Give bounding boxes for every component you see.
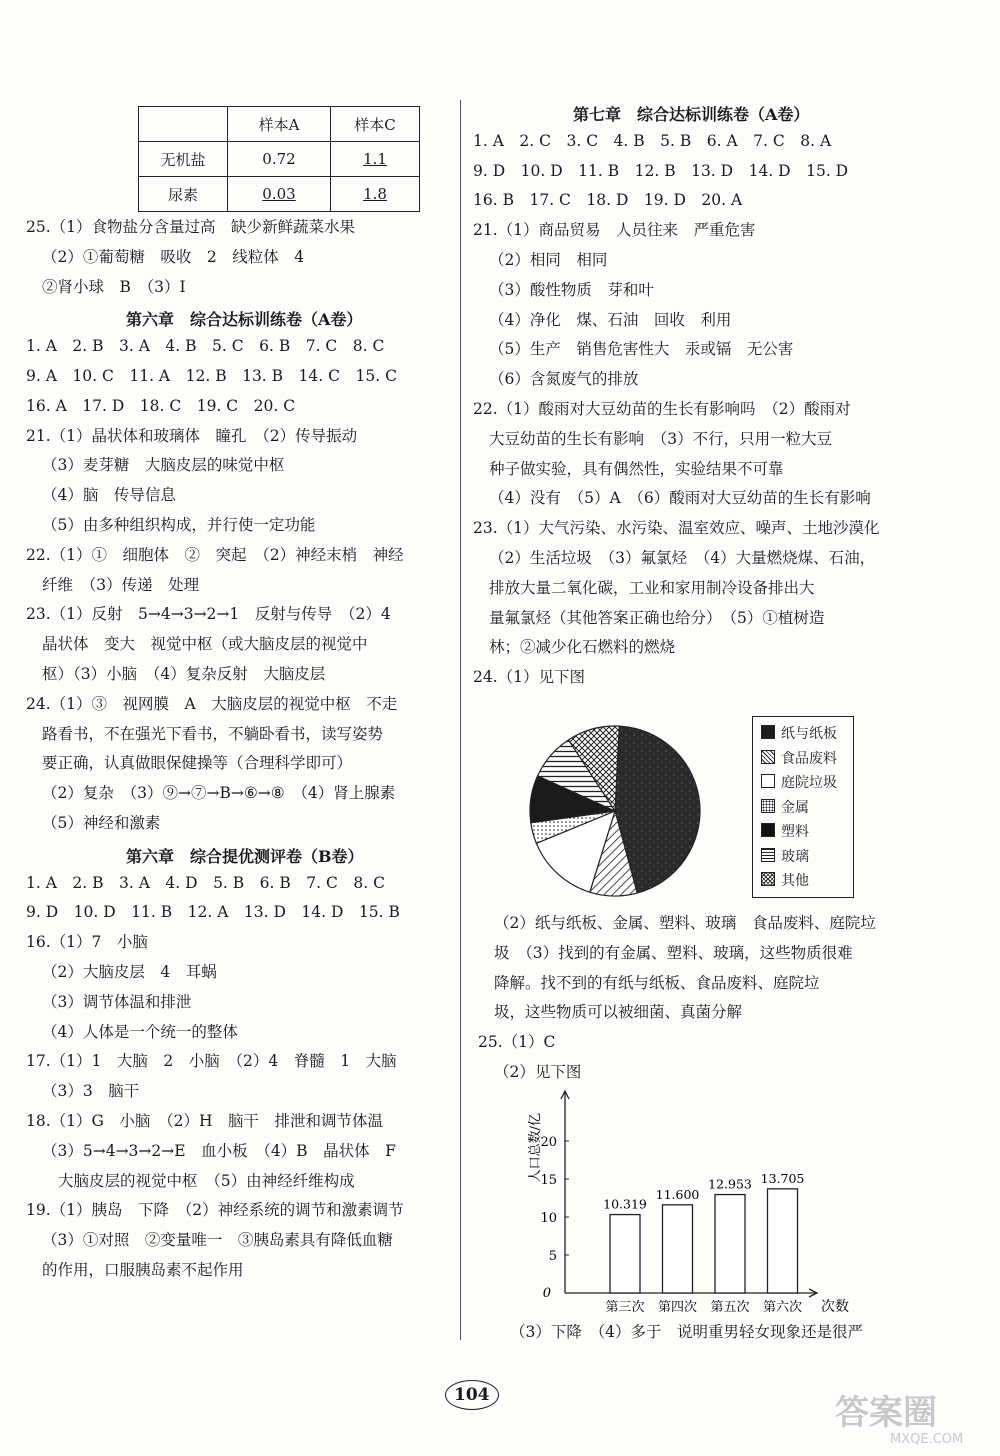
- legend-label: 玻璃: [781, 848, 809, 865]
- answer-line: 1. A 2. B 3. A 4. B 5. C 6. B 7. C 8. C: [26, 337, 385, 356]
- waste-pie-chart: [528, 724, 702, 898]
- legend-swatch-icon: [761, 725, 775, 739]
- answer-line: （4）人体是一个统一的整体: [42, 1022, 238, 1041]
- answer-line: 18.（1）G 小脑 （2）H 脑干 排泄和调节体温: [26, 1112, 384, 1130]
- answer-line: （2）相同 相同: [489, 251, 608, 269]
- legend-label: 金属: [781, 799, 809, 816]
- answer-line: 21.（1）晶状体和玻璃体 瞳孔 （2）传导振动: [26, 426, 358, 445]
- y-axis-label: 人口总数/亿: [528, 1113, 543, 1183]
- section-heading: 第七章 综合达标训练卷（A卷）: [573, 105, 810, 124]
- section-heading: 第六章 综合达标训练卷（A卷）: [126, 310, 363, 330]
- bar-value-label: 13.705: [760, 1170, 805, 1186]
- answer-line: 23.（1）反射 5→4→3→2→1 反射与传导 （2）4: [26, 605, 391, 624]
- answer-line: 圾，这些物质可以被细菌、真菌分解: [494, 1003, 743, 1022]
- legend-label: 其他: [781, 873, 809, 889]
- answer-line: 降解。找不到的有纸与纸板、食品废料、庭院垃: [494, 973, 820, 992]
- answer-line: 21.（1）商品贸易 人员往来 严重危害: [473, 221, 756, 240]
- x-tick-label: 第三次: [605, 1300, 645, 1315]
- answer-line: 排放大量二氧化碳，工业和家用制冷设备排出大: [489, 578, 815, 597]
- table-cell: 1.8: [331, 177, 420, 212]
- x-tick-label: 第五次: [710, 1300, 750, 1315]
- bar: [715, 1195, 745, 1293]
- legend-item: [761, 723, 837, 743]
- section-heading: 第六章 综合提优测评卷（B卷）: [126, 846, 364, 866]
- answer-line: （4）净化 煤、石油 回收 利用: [489, 310, 732, 329]
- page-number: [445, 1380, 499, 1410]
- watermark-url: MXQE.COM: [890, 1432, 964, 1447]
- bar: [663, 1205, 693, 1293]
- answer-line: （3）①对照 ②变量唯一 ③胰岛素具有降低血糖: [42, 1231, 393, 1250]
- legend-item: [761, 821, 809, 841]
- answer-line: 22.（1）① 细胞体 ② 突起 （2）神经末梢 神经: [26, 545, 404, 564]
- watermark-logo: 答案圈: [835, 1393, 937, 1433]
- legend-label: 塑料: [781, 824, 809, 840]
- table-cell: 1.1: [331, 142, 420, 177]
- table-header-c: 样本C: [331, 107, 420, 142]
- answer-line: 16. A 17. D 18. C 19. C 20. C: [26, 396, 296, 415]
- answer-line: 22.（1）酸雨对大豆幼苗的生长有影响吗 （2）酸雨对: [473, 400, 851, 418]
- answer-line: 林；②减少化石燃料的燃烧: [489, 638, 676, 657]
- answer-line: 要正确，认真做眼保健操等（合理科学即可）: [42, 754, 353, 773]
- table-cell: 无机盐: [139, 142, 228, 177]
- answer-line: （5）由多种组织构成，并行使一定功能: [42, 516, 316, 534]
- answer-line: （2）生活垃圾 （3）氟氯烃 （4）大量燃烧煤、石油，: [489, 549, 876, 567]
- population-bar-chart: [488, 1086, 860, 1318]
- answer-line: 19.（1）胰岛 下降 （2）神经系统的调节和激素调节: [26, 1201, 404, 1220]
- answer-line: 枢）（3）小脑 （4）复杂反射 大脑皮层: [42, 665, 326, 683]
- answer-line: 量氟氯烃（其他答案正确也给分） （5）①植树造: [489, 608, 825, 627]
- answer-line: 1. A 2. C 3. C 4. B 5. B 6. A 7. C 8. A: [473, 131, 832, 150]
- legend-swatch-icon: [761, 799, 775, 813]
- answer-line: （6）含氮废气的排放: [489, 370, 639, 389]
- answer-line: 的作用，口服胰岛素不起作用: [42, 1261, 244, 1279]
- table-cell: 0.72: [228, 142, 331, 177]
- answer-line: （2）复杂 （3）⑨→⑦→B→⑥→⑧ （4）肾上腺素: [42, 784, 396, 803]
- answer-line: （3）调节体温和排泄: [42, 992, 192, 1011]
- y-tick-label: 15: [540, 1173, 557, 1188]
- answer-line: 9. A 10. C 11. A 12. B 13. B 14. C 15. C: [26, 367, 397, 385]
- x-tick-label: 第四次: [657, 1300, 698, 1315]
- answer-line: 16.（1）7 小脑: [26, 933, 148, 952]
- table-cell: 0.03: [228, 177, 331, 212]
- x-tick-label: 第六次: [762, 1300, 803, 1315]
- legend-item: [761, 748, 837, 768]
- sample-table: [138, 106, 420, 212]
- answer-line: 大脑皮层的视觉中枢 （5）由神经纤维构成: [58, 1171, 355, 1190]
- bar-value-label: 11.600: [655, 1186, 700, 1202]
- bar-value-label: 10.319: [603, 1196, 647, 1212]
- answer-line: 晶状体 变大 视觉中枢（或大脑皮层的视觉中: [42, 635, 368, 654]
- answer-line: 23.（1）大气污染、水污染、温室效应、噪声、土地沙漠化: [473, 519, 880, 538]
- answer-line: 25.（1）C: [478, 1033, 556, 1052]
- answer-line: 圾 （3）找到的有金属、塑料、玻璃，这些物质很难: [494, 943, 853, 962]
- page-number-text: 104: [445, 1380, 499, 1410]
- answer-line: （3）3 脑干: [42, 1082, 140, 1101]
- legend-swatch-icon: [761, 750, 775, 764]
- answer-line: ②肾小球 B （3）Ⅰ: [42, 277, 186, 296]
- answer-line: （5）神经和激素: [42, 814, 161, 832]
- legend-label: 庭院垃圾: [781, 775, 837, 791]
- answer-line: （2）纸与纸板、金属、塑料、玻璃 食品废料、庭院垃: [494, 914, 876, 932]
- answer-line: 24.（1）见下图: [473, 668, 586, 687]
- answer-line: （3）下降 （4）多于 说明重男轻女现象还是很严: [510, 1323, 863, 1341]
- answer-line: 大豆幼苗的生长有影响 （3）不行，只用一粒大豆: [489, 429, 833, 448]
- answer-line: （2）大脑皮层 4 耳蜗: [42, 963, 217, 981]
- answer-line: 9. D 10. D 11. B 12. A 13. D 14. D 15. B: [26, 903, 400, 922]
- answer-line: （3）5→4→3→2→E 血小板 （4）B 晶状体 F: [42, 1141, 396, 1160]
- answer-line: （4）脑 传导信息: [42, 486, 176, 505]
- pie-legend: [752, 716, 854, 898]
- answer-line: 纤维 （3）传递 处理: [42, 575, 200, 594]
- y-tick-label: 5: [548, 1249, 557, 1264]
- answer-line: 24.（1）③ 视网膜 A 大脑皮层的视觉中枢 不走: [26, 694, 398, 713]
- column-divider: [460, 100, 461, 1340]
- answer-line: 17.（1）1 大脑 2 小脑 （2）4 脊髓 1 大脑: [26, 1052, 397, 1071]
- legend-swatch-icon: [761, 872, 775, 886]
- legend-item: [761, 846, 809, 866]
- legend-label: 纸与纸板: [781, 726, 837, 742]
- bar: [768, 1189, 798, 1293]
- answer-line: （2）见下图: [494, 1063, 582, 1081]
- legend-swatch-icon: [761, 848, 775, 862]
- answer-line: 16. B 17. C 18. D 19. D 20. A: [473, 191, 743, 210]
- table-cell: [139, 107, 228, 142]
- legend-item: [761, 772, 837, 792]
- legend-swatch-icon: [761, 823, 775, 837]
- table-cell: 尿素: [139, 177, 228, 212]
- answer-line: 种子做实验，具有偶然性，实验结果不可靠: [489, 459, 784, 478]
- legend-item: [761, 797, 809, 817]
- y-tick-label: 10: [540, 1211, 557, 1226]
- answer-line: 25.（1）食物盐分含量过高 缺少新鲜蔬菜水果: [26, 218, 356, 236]
- legend-swatch-icon: [761, 774, 775, 788]
- table-header-a: 样本A: [228, 107, 331, 142]
- answer-line: （4）没有 （5）A （6）酸雨对大豆幼苗的生长有影响: [489, 489, 871, 508]
- answer-line: 路看书，不在强光下看书，不躺卧看书，读写姿势: [42, 724, 384, 743]
- answer-line: 1. A 2. B 3. A 4. D 5. B 6. B 7. C 8. C: [26, 873, 385, 892]
- answer-line: （3）麦芽糖 大脑皮层的味觉中枢: [42, 456, 285, 475]
- answer-line: （3）酸性物质 芽和叶: [489, 280, 654, 299]
- answer-line: （5）生产 销售危害性大 汞或镉 无公害: [489, 340, 794, 359]
- y-tick-label: 0: [542, 1286, 551, 1301]
- legend-item: [761, 870, 809, 890]
- answer-line: 9. D 10. D 11. B 12. B 13. D 14. D 15. D: [473, 161, 849, 180]
- bar: [610, 1215, 640, 1293]
- bar-value-label: 12.953: [708, 1176, 752, 1192]
- legend-label: 食品废料: [781, 750, 837, 767]
- y-tick-label: 20: [540, 1135, 557, 1150]
- answer-line: （2）①葡萄糖 吸收 2 线粒体 4: [42, 247, 305, 266]
- x-axis-label: 次数: [821, 1299, 849, 1315]
